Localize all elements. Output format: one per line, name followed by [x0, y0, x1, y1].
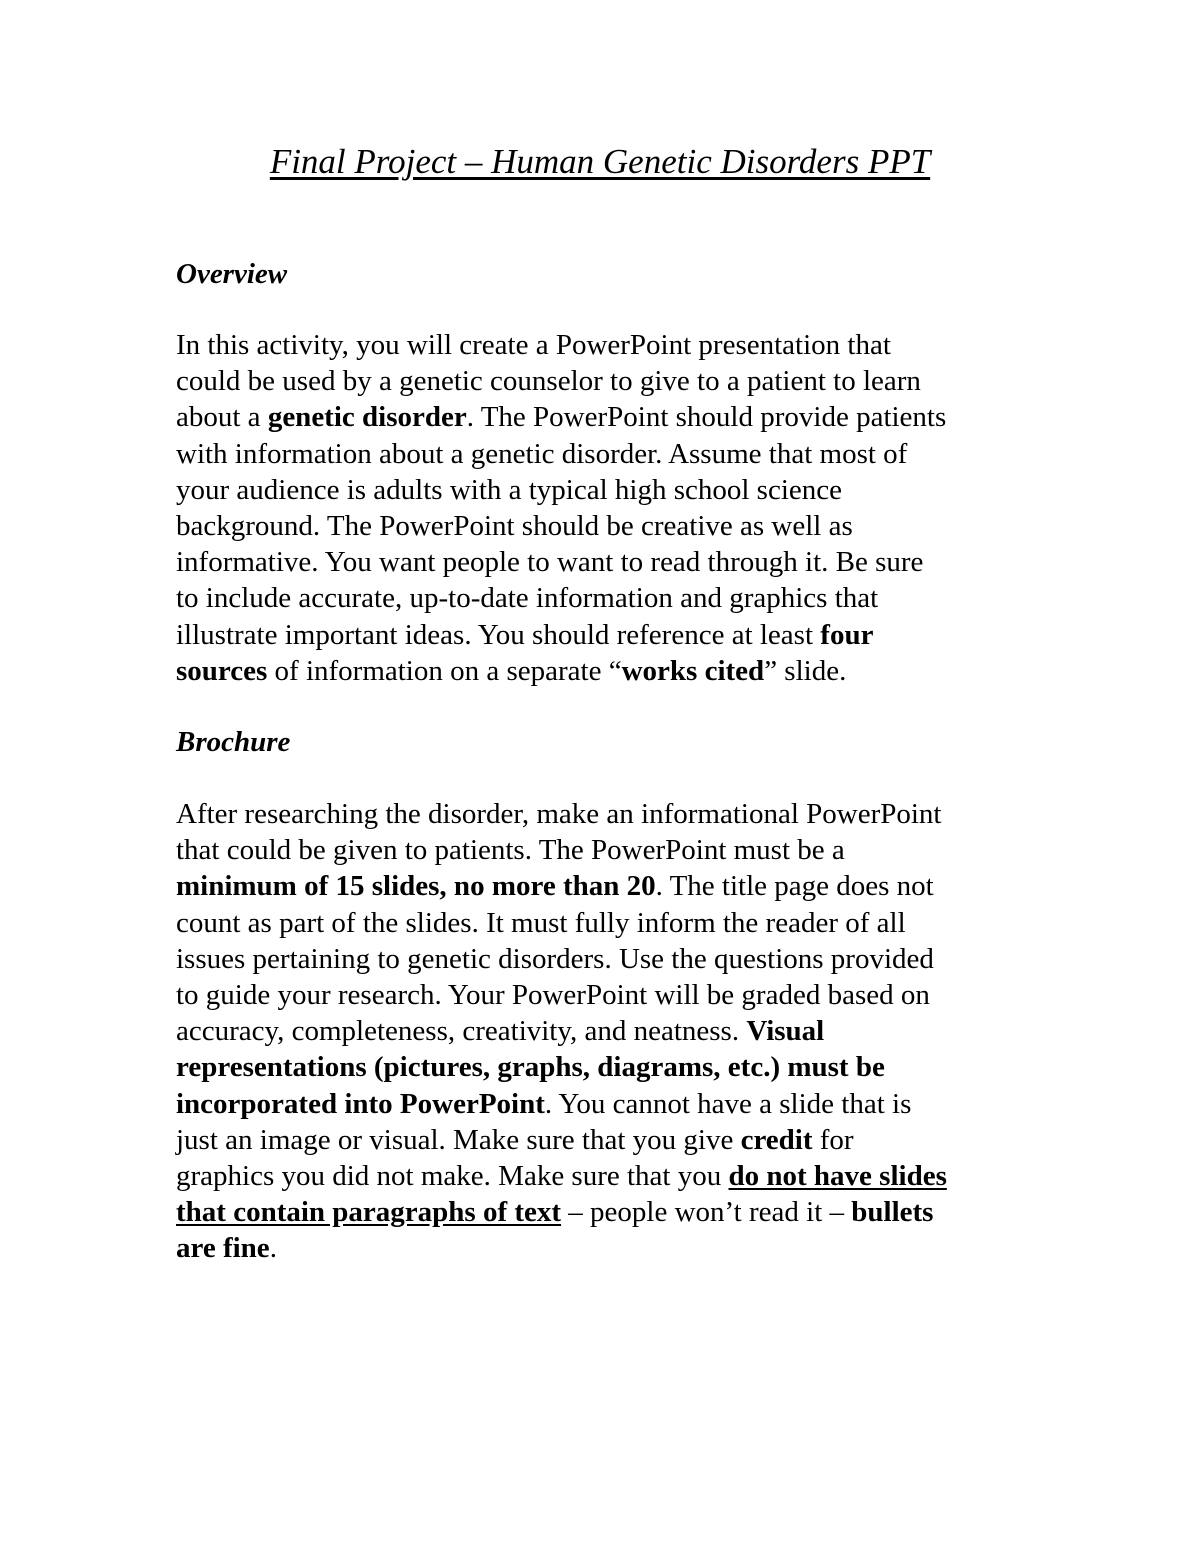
text-line [176, 472, 1046, 508]
text-run: bullets [851, 1196, 934, 1229]
text-run: representations (pictures, graphs, diagrams, etc.) must be [176, 1051, 885, 1084]
text-run: of information on a separate “ [267, 654, 622, 687]
text-run: incorporated into PowerPoint [176, 1087, 545, 1120]
text-run: to include accurate, up-to-date information and graphics that [176, 582, 879, 615]
text-line [176, 617, 1046, 653]
text-run: that contain paragraphs of text [176, 1196, 562, 1229]
text-line [176, 905, 1046, 941]
text-line [176, 796, 1046, 832]
text-run: background. The PowerPoint should be creative as well as [176, 510, 853, 543]
text-run: are fine [176, 1232, 270, 1265]
text-run: with information about a genetic disorder. Assume that most of [176, 437, 908, 470]
text-run: for [812, 1123, 854, 1156]
text-run: sources [176, 654, 268, 687]
text-run: . [269, 1232, 277, 1265]
text-run: graphics you did not make. Make sure that you [176, 1160, 729, 1193]
text-run: minimum of 15 slides, no more than 20 [176, 870, 656, 903]
text-line [176, 832, 1046, 868]
text-line [176, 1049, 1046, 1085]
text-line [176, 1122, 1046, 1158]
brochure-heading: Brochure [176, 726, 291, 758]
text-run: informative. You want people to want to read through it. Be sure [176, 546, 924, 579]
text-run: After researching the disorder, make an informational PowerPoint [176, 798, 942, 830]
text-line [176, 1086, 1046, 1122]
text-line [176, 399, 1046, 435]
text-run: that could be given to patients. The PowerPoint must be a [176, 834, 845, 867]
text-line [176, 580, 1046, 616]
text-run: Visual [746, 1015, 825, 1048]
text-run: issues pertaining to genetic disorders. Use the questions provided [176, 942, 934, 975]
text-run: In this activity, you will create a PowerPoint presentation that [176, 329, 891, 361]
text-line [176, 544, 1046, 580]
text-run: just an image or visual. Make sure that you give [176, 1123, 741, 1156]
overview-heading: Overview [176, 258, 288, 290]
text-line [176, 327, 1046, 363]
text-run: . The title page does not [655, 870, 934, 903]
text-line [176, 653, 1046, 689]
text-run: – people won’t read it – [561, 1196, 852, 1229]
brochure-paragraph [176, 796, 1046, 1267]
text-run: works cited [621, 654, 765, 687]
text-run: credit [740, 1123, 813, 1156]
text-line [176, 1230, 1046, 1266]
text-line [176, 977, 1046, 1013]
text-line [176, 1013, 1046, 1049]
overview-paragraph [176, 327, 1046, 689]
text-run: illustrate important ideas. You should reference at least [176, 618, 821, 651]
text-run: your audience is adults with a typical high school science [176, 473, 843, 506]
document-title: Final Project – Human Genetic Disorders PPT [269, 142, 931, 181]
text-line [176, 363, 1046, 399]
text-run: genetic disorder [267, 401, 467, 434]
text-line [176, 1194, 1046, 1230]
text-line [176, 868, 1046, 904]
text-line [176, 941, 1046, 977]
text-run: about a [176, 401, 268, 434]
text-run: do not have slides [728, 1160, 947, 1193]
text-run: . You cannot have a slide that is [544, 1087, 912, 1120]
text-line [176, 436, 1046, 472]
text-line [176, 1158, 1046, 1194]
text-run: to guide your research. Your PowerPoint will be graded based on [176, 979, 930, 1012]
text-run: . The PowerPoint should provide patients [466, 401, 947, 434]
text-run: could be used by a genetic counselor to give to a patient to learn [176, 365, 921, 398]
text-run: count as part of the slides. It must fully inform the reader of all [176, 906, 906, 939]
text-line [176, 508, 1046, 544]
text-run: ” slide. [764, 654, 847, 687]
text-run: accuracy, completeness, creativity, and neatness. [176, 1015, 747, 1048]
text-run: four [820, 618, 874, 651]
